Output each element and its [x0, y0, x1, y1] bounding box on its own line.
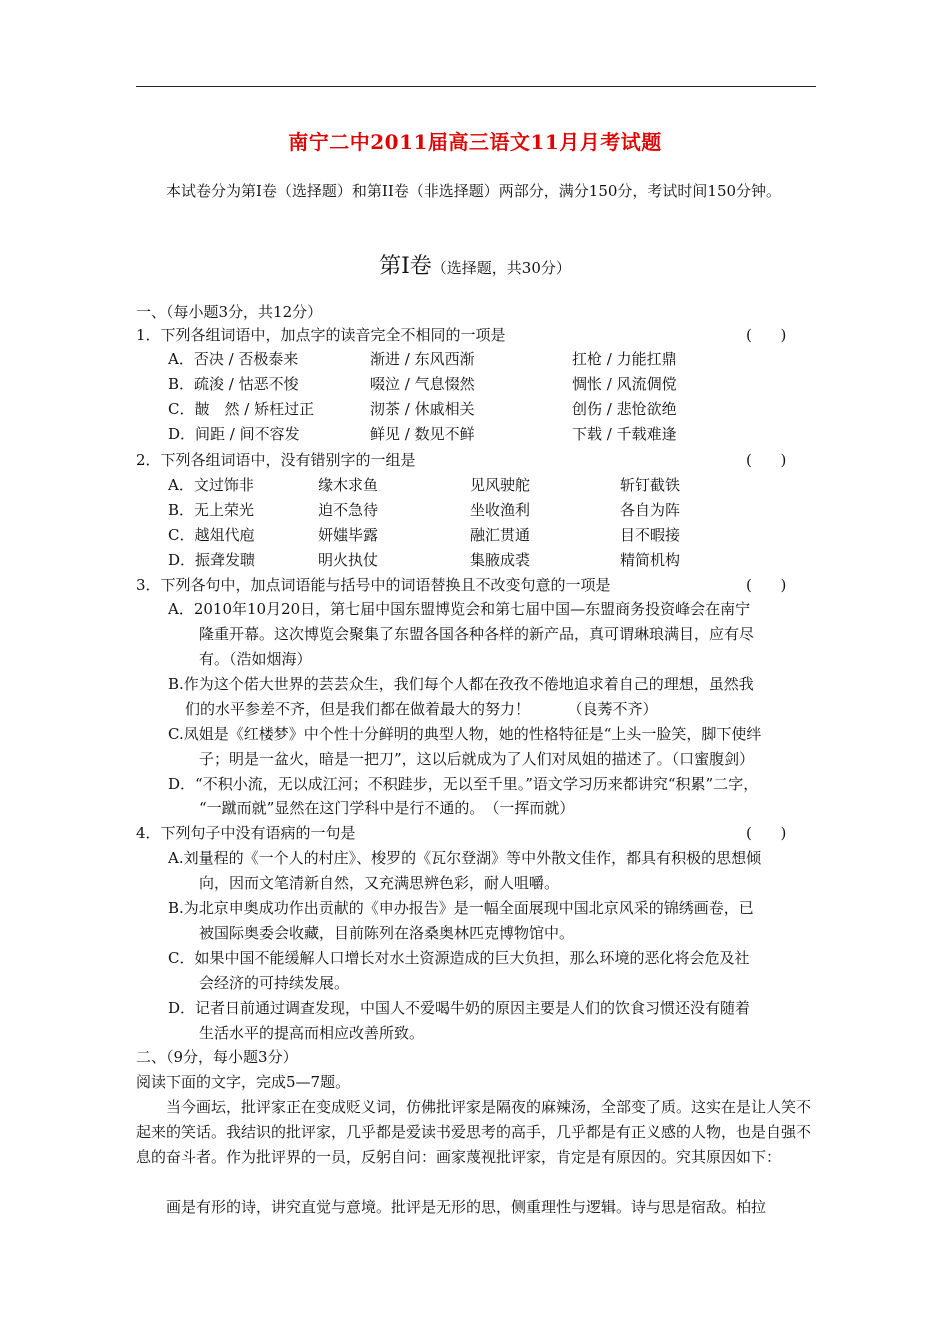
- part2-instruction: 阅读下面的文字，完成5—7题。: [136, 1073, 351, 1091]
- q2-cell: 目不暇接: [620, 526, 681, 544]
- q4-option-d-line2: 生活水平的提高而相应改善所致。: [199, 1024, 425, 1042]
- q3-option-c-line2: 子；明是一盆火，暗是一把刀”，这以后就成为了人们对凤姐的描述了。（口蜜腹剑）: [199, 750, 755, 768]
- q2-cell: 精简机构: [620, 551, 681, 569]
- q2-cell: A．文过饰非: [168, 476, 254, 494]
- q1-option-row: [168, 423, 677, 445]
- header-rule: [136, 86, 816, 87]
- q1-option-row: [168, 348, 677, 370]
- q4-option-a-line2: 向，因而文笔清新自然，又充满思辨色彩，耐人咀嚼。: [199, 874, 560, 892]
- q4-option-a-line1: A.刘量程的《一个人的村庄》、梭罗的《瓦尔登湖》等中外散文佳作，都具有积极的思想倾: [168, 849, 762, 867]
- q2-cell: 见风驶舵: [470, 476, 531, 494]
- q2-option-row: [168, 549, 680, 571]
- q4-stem: 4．下列句子中没有语病的一句是: [136, 824, 356, 842]
- q2-option-row: [168, 499, 680, 521]
- q2-cell: 各自为阵: [620, 501, 681, 519]
- q3-option-d-line2: “一蹴而就”显然在这门学科中是行不通的。 （一挥而就）: [199, 799, 575, 817]
- q3-option-d-line1: D．“不积小流，无以成江河；不积跬步，无以至千里。”语文学习历来都讲究“积累”二字，: [168, 775, 759, 793]
- q2-cell: D．振聋发聩: [168, 551, 256, 569]
- q4-option-c-line2: 会经济的可持续发展。: [199, 974, 350, 992]
- q1-cell: 创伤 / 悲怆欲绝: [572, 400, 677, 418]
- q2-cell: 坐收渔利: [470, 501, 531, 519]
- q1-option-row: [168, 373, 677, 395]
- q3-option-a-line3: 有。（浩如烟海）: [199, 650, 312, 668]
- q2-cell: 斩钉截铁: [620, 476, 681, 494]
- passage-paragraph: 画是有形的诗，讲究直觉与意境。批评是无形的思，侧重理性与逻辑。诗与思是宿敌。柏拉: [166, 1198, 767, 1216]
- q1-stem: 1．下列各组词语中，加点字的读音完全不相同的一项是: [136, 326, 506, 344]
- part1-header: 一、（每小题3分，共12分）: [136, 303, 323, 321]
- q1-option-row: [168, 398, 677, 420]
- passage-paragraph: 当今画坛，批评家正在变成贬义词，仿佛批评家是隔夜的麻辣汤，全部变了质。这实在是让人笑不起来的笑话。我结识的批评家，几乎都是爱读书爱思考的高手，几乎都是有正义感的人物，也是自强不息的奋斗者。作为批评界的一员，反躬自问：画家蔑视批评家，肯定是有原因的。究其原因如下：: [136, 1098, 812, 1166]
- q3-option-b-line2: 们的水平参差不齐，但是我们都在做着最大的努力！ （良莠不齐）: [185, 700, 658, 718]
- q2-cell: B．无上荣光: [168, 501, 255, 519]
- q1-cell: A．否决 / 否极泰来: [168, 350, 299, 368]
- q4-option-b-line1: B.为北京申奥成功作出贡献的《申办报告》是一幅全面展现中国北京风采的锦绣画卷，已: [168, 899, 754, 917]
- q1-cell: C．皵 然 / 矫枉过正: [168, 400, 315, 418]
- q2-stem: 2．下列各组词语中，没有错别字的一组是: [136, 451, 416, 469]
- q4-option-b-line2: 被国际奥委会收藏，目前陈列在洛桑奥林匹克博物馆中。: [199, 924, 575, 942]
- q3-answer-bracket: ( ): [746, 576, 787, 594]
- exam-title: 南宁二中2011届高三语文11月月考试题: [288, 130, 662, 154]
- q2-cell: 集腋成裘: [470, 551, 531, 569]
- q1-cell: 惆怅 / 风流倜傥: [572, 375, 677, 393]
- q2-option-row: [168, 474, 680, 496]
- q1-cell: D．间距 / 间不容发: [168, 425, 300, 443]
- exam-intro: 本试卷分为第I卷（选择题）和第II卷（非选择题）两部分，满分150分，考试时间150分钟。: [166, 182, 782, 200]
- q4-answer-bracket: ( ): [746, 824, 787, 842]
- q1-cell: 鲜见 / 数见不鲜: [370, 425, 475, 443]
- q1-cell: 扛枪 / 力能扛鼎: [572, 350, 677, 368]
- q1-cell: B．疏浚 / 怙恶不悛: [168, 375, 299, 393]
- part2-header: 二、（9分，每小题3分）: [136, 1048, 298, 1066]
- q2-cell: C．越俎代庖: [168, 526, 255, 544]
- q2-answer-bracket: ( ): [746, 451, 787, 469]
- q2-cell: 明火执仗: [318, 551, 379, 569]
- q2-cell: 迫不急待: [318, 501, 379, 519]
- section-heading: [0, 249, 950, 280]
- q3-option-c-line1: C.凤姐是《红楼梦》中个性十分鲜明的典型人物，她的性格特征是“上头一脸笑，脚下使绊: [168, 725, 762, 743]
- q1-cell: 沏茶 / 休戚相关: [370, 400, 475, 418]
- q1-cell: 下载 / 千载难逢: [572, 425, 677, 443]
- q2-cell: 妍媸毕露: [318, 526, 379, 544]
- q4-option-c-line1: C．如果中国不能缓解人口增长对水土资源造成的巨大负担，那么环境的恶化将会危及社: [168, 949, 750, 967]
- q1-cell: 渐进 / 东风西渐: [370, 350, 475, 368]
- q3-stem: 3．下列各句中，加点词语能与括号中的词语替换且不改变句意的一项是: [136, 576, 611, 594]
- q3-option-b-line1: B.作为这个偌大世界的芸芸众生，我们每个人都在孜孜不倦地追求着自己的理想，虽然我: [168, 675, 754, 693]
- q1-answer-bracket: ( ): [746, 326, 787, 344]
- section-heading-sub: （选择题，共30分）: [431, 259, 571, 277]
- q2-cell: 缘木求鱼: [318, 476, 379, 494]
- q4-option-d-line1: D．记者日前通过调查发现，中国人不爱喝牛奶的原因主要是人们的饮食习惯还没有随着: [168, 999, 751, 1017]
- q3-option-a-line1: A．2010年10月20日，第七届中国东盟博览会和第七届中国—东盟商务投资峰会在南宁: [168, 600, 751, 618]
- q1-cell: 啜泣 / 气息惙然: [370, 375, 475, 393]
- q2-cell: 融汇贯通: [470, 526, 531, 544]
- q3-option-a-line2: 隆重开幕。这次博览会聚集了东盟各国各种各样的新产品，真可谓琳琅满目，应有尽: [199, 625, 755, 643]
- section-heading-main: 第Ⅰ卷: [379, 254, 432, 279]
- q2-option-row: [168, 524, 680, 546]
